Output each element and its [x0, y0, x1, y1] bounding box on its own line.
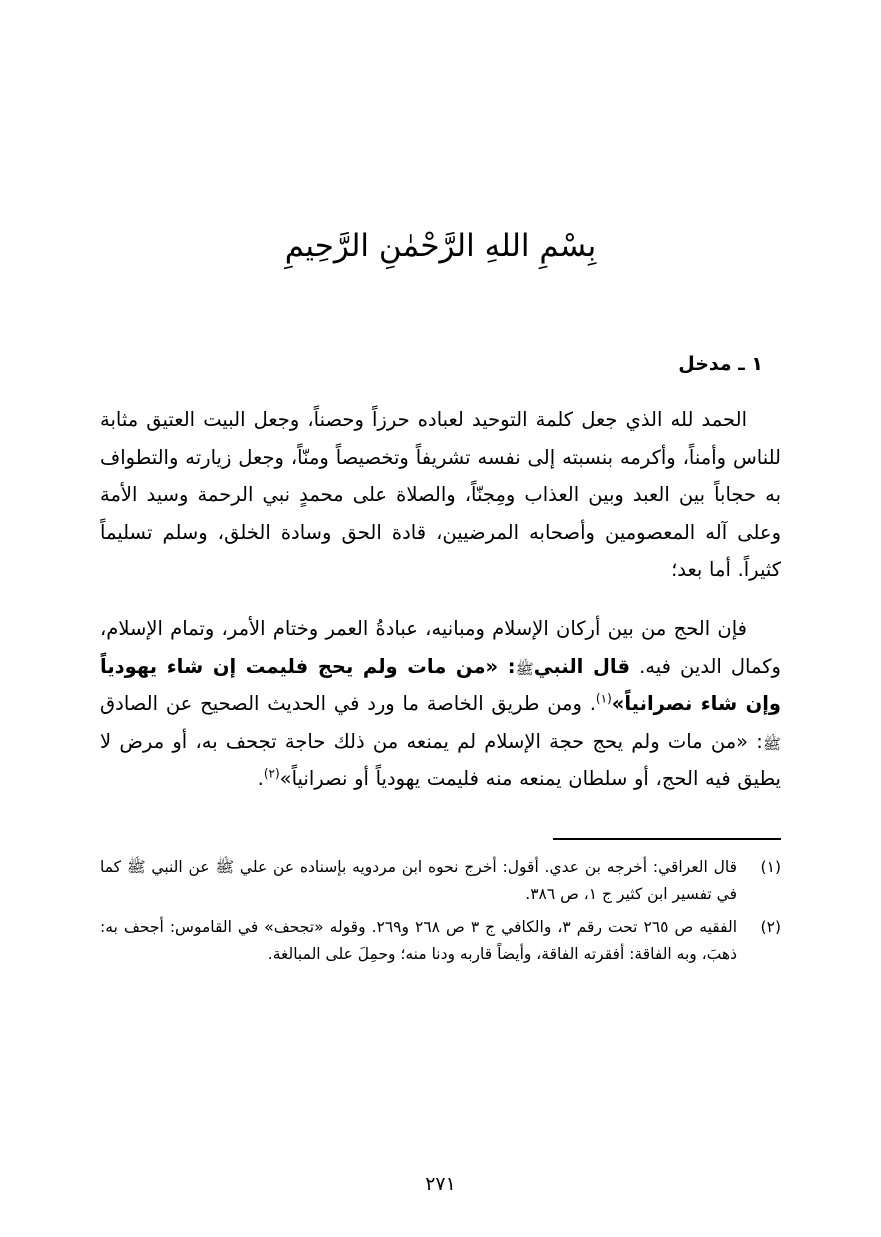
- footnote-text: قال العراقي: أخرجه بن عدي. أقول: أخرج نحوه ابن مردويه بإسناده عن علي ﷺ عن النبي ﷺ كما في تفسير ابن كثير ج ١، ص ٣٨٦.: [100, 857, 737, 903]
- pbuh-icon: ﷺ: [762, 734, 781, 753]
- footnote-marker: (١): [760, 857, 781, 876]
- footnote-text: الفقيه ص ٢٦٥ تحت رقم ٣، والكافي ج ٣ ص ٢٦٨ و٢٦٩. وقوله «تجحف» في القاموس: أجحف به: ذهبَ، وبه الفاقة: أفقرته الفاقة، وأيضاً قاربه ودنا منه؛ وحمِلَ على المبالغة.: [100, 917, 738, 963]
- pbuh-icon: ﷺ: [515, 659, 534, 678]
- paragraph-2-seg-2: قال النبي: [533, 654, 631, 678]
- paragraph-2-seg-9: .: [257, 767, 264, 791]
- hadith-quote-2: : «من مات ولم يحج حجة الإسلام لم يمنعه من ذلك حاجة تجحف به، أو مرض لا يطيق فيه الحج، أو سلطان يمنعه منه فليمت يهودياً أو نصرانياً»: [100, 729, 781, 791]
- hadith-quote-1: : «من مات ولم يحج فليمت إن شاء يهودياً وإن شاء نصرانياً»: [100, 654, 782, 716]
- footnote-ref-1[interactable]: (١): [595, 691, 612, 706]
- footnote-marker: (٢): [760, 917, 781, 936]
- section-heading: ١ ـ مدخل: [678, 353, 763, 376]
- footnote-separator: [553, 838, 781, 840]
- paragraph-1-text: الحمد لله الذي جعل كلمة التوحيد لعباده حرزاً وحصناً، وجعل البيت العتيق مثابة للناس وأمناً، وأكرمه بنسبته إلى نفسه تشريفاً وتخصيصاً ومنّاً، وجعل زيارته والتطواف به حجاباً بين العبد وبين العذاب ومِجنّاً، والصلاة على محمدٍ نبي الرحمة وسيد الأمة وعلى آله المعصومين وأصحابه المرضيين، قادة الحق وسادة الخلق، وسلم تسليماً كثيراً. أما بعد؛: [100, 408, 781, 581]
- paragraph-2: [100, 610, 781, 797]
- body-text: [100, 401, 781, 797]
- footnote-item: [100, 854, 781, 908]
- footnotes-section: [100, 854, 781, 969]
- paragraph-1: [100, 401, 781, 588]
- basmala-line: بِسْمِ اللهِ الرَّحْمٰنِ الرَّحِيمِ: [284, 228, 597, 264]
- page-number: ٢٧١: [425, 1173, 456, 1195]
- footnote-ref-2[interactable]: (٢): [263, 766, 280, 781]
- footnote-item: [100, 914, 781, 968]
- paragraph-2-seg-5: . ومن طريق الخاصة ما ورد في الحديث الصحيح عن الصادق: [100, 692, 596, 716]
- paragraph-2-seg-1: فإن الحج من بين أركان الإسلام ومبانيه، عبادةُ العمر وختام الأمر، وتمام الإسلام، وكمال الدين فيه.: [100, 617, 781, 678]
